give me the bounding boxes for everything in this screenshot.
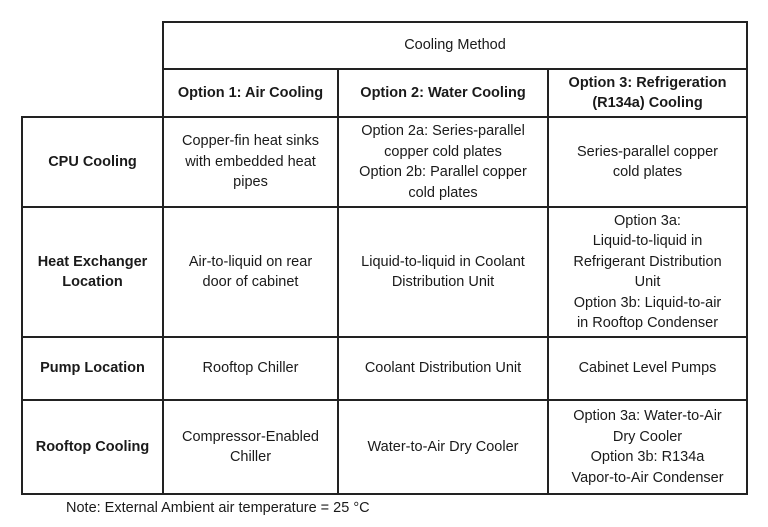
row-header-rooftop-cooling: Rooftop Cooling bbox=[35, 438, 150, 455]
table-cell: Liquid-to-liquid in Coolant Distribution Unit bbox=[361, 253, 525, 290]
divider bbox=[21, 493, 748, 495]
table-cell: Option 3a: Liquid-to-liquid in Refrigerant Distribution Unit Option 3b: Liquid-to-air in Rooftop Condenser bbox=[573, 212, 722, 331]
table-cell: Copper-fin heat sinks with embedded heat pipes bbox=[181, 133, 319, 191]
table-cell: Cabinet Level Pumps bbox=[578, 360, 717, 377]
group-header-cooling-method bbox=[164, 23, 746, 68]
table-cell: Coolant Distribution Unit bbox=[364, 360, 522, 377]
table-cell: Series-parallel copper cold plates bbox=[576, 143, 719, 180]
column-header-option-3: Option 3: Refrigeration (R134a) Cooling bbox=[568, 74, 727, 111]
row-header-cpu-cooling: CPU Cooling bbox=[48, 153, 137, 170]
row-header-heat-exchanger-location: Heat Exchanger Location bbox=[37, 253, 148, 290]
row-header-pump-location: Pump Location bbox=[40, 360, 145, 377]
table-cell: Rooftop Chiller bbox=[202, 360, 299, 377]
table-cell: Water-to-Air Dry Cooler bbox=[367, 438, 519, 455]
table-cell: Option 3a: Water-to-Air Dry Cooler Option 3b: R134a Vapor-to-Air Condenser bbox=[571, 408, 724, 486]
table-cell: Compressor-Enabled Chiller bbox=[181, 428, 319, 465]
column-header-option-1: Option 1: Air Cooling bbox=[177, 84, 324, 101]
group-header-label: Cooling Method bbox=[404, 37, 506, 54]
table-note: Note: External Ambient air temperature = 25 °C bbox=[66, 500, 370, 516]
divider bbox=[746, 21, 748, 495]
column-header-option-2: Option 2: Water Cooling bbox=[360, 84, 526, 101]
table-cell: Air-to-liquid on rear door of cabinet bbox=[188, 253, 313, 290]
table-cell: Option 2a: Series-parallel copper cold plates Option 2b: Parallel copper cold plates bbox=[359, 123, 527, 201]
